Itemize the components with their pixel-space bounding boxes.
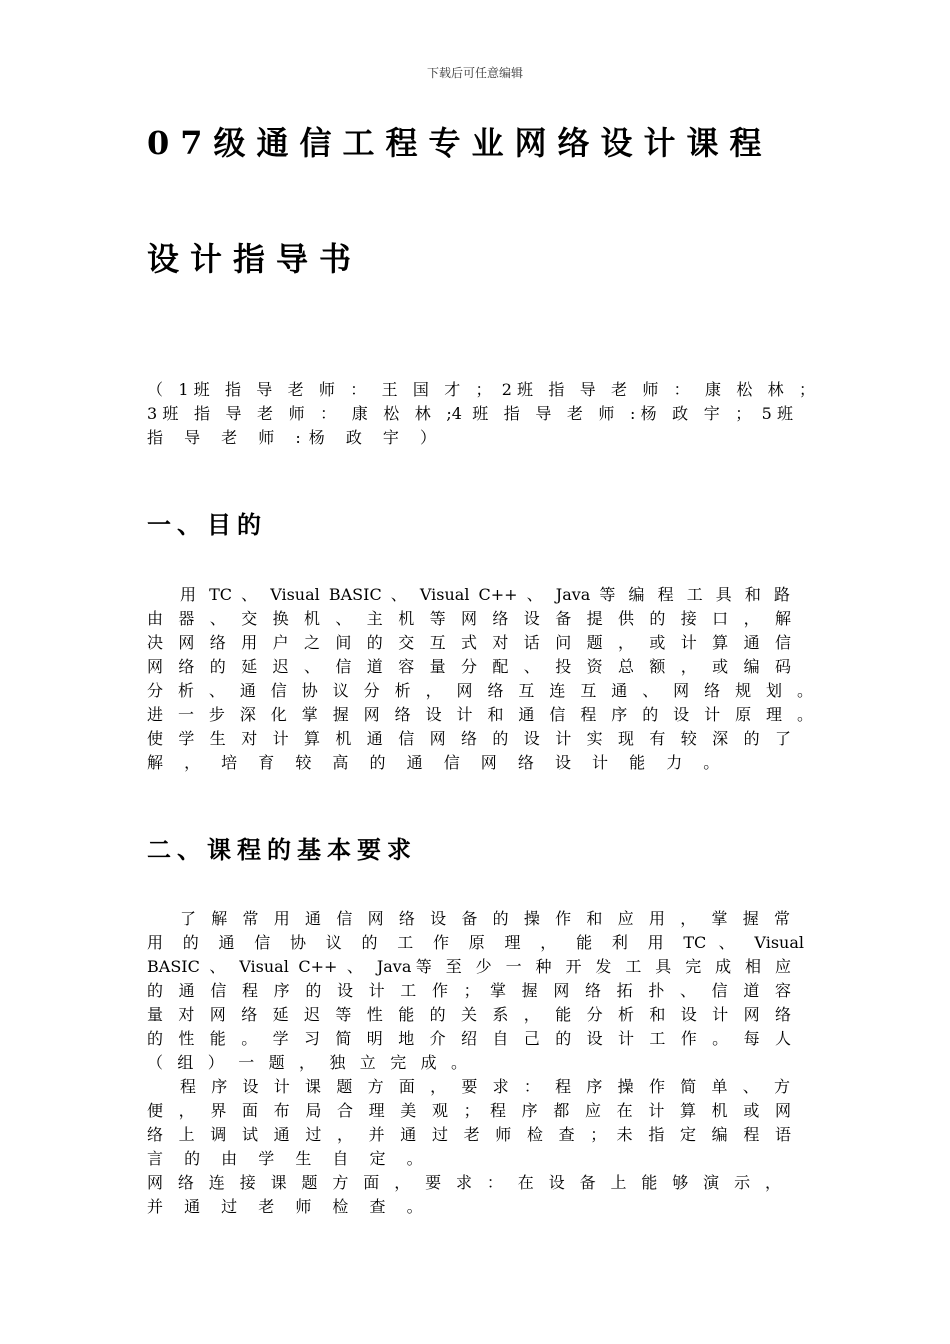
paragraph-line: 解 ， 培 育 较 高 的 通 信 网 络 设 计 能 力 。 bbox=[147, 753, 728, 772]
paragraph-line: BASIC 、 Visual C++ 、 Java等 至 少 一 种 开 发 工 具 完 成 相 应 bbox=[147, 957, 791, 976]
paragraph-line: 由 器 、 交 换 机 、 主 机 等 网 络 设 备 提 供 的 接 口 ， 解 bbox=[147, 609, 791, 628]
paragraph-line: 程 序 设 计 课 题 方 面 ， 要 求 ： 程 序 操 作 简 单 、 方 bbox=[180, 1077, 790, 1096]
paragraph-line: 的 性 能 。 学 习 简 明 地 介 绍 自 己 的 设 计 工 作 。 每 人 bbox=[147, 1029, 791, 1048]
paragraph-line: 的 通 信 程 序 的 设 计 工 作 ； 掌 握 网 络 拓 扑 、 信 道 容 bbox=[147, 981, 791, 1000]
paragraph-line: 言 的 由 学 生 自 定 。 bbox=[147, 1149, 431, 1168]
section-heading-purpose: 一、目的 bbox=[147, 511, 267, 539]
paragraph-line: 便 ， 界 面 布 局 合 理 美 观 ； 程 序 都 应 在 计 算 机 或 网 bbox=[147, 1101, 791, 1120]
paragraph-line: 络 上 调 试 通 过 ， 并 通 过 老 师 检 查 ； 未 指 定 编 程 语 bbox=[147, 1125, 791, 1144]
section-heading-requirements: 二、课程的基本要求 bbox=[147, 836, 417, 864]
paragraph-line: 网 络 连 接 课 题 方 面 ， 要 求 ： 在 设 备 上 能 够 演 示 ， bbox=[147, 1173, 781, 1192]
document-title-line-1: 07级通信工程专业网络设计课程 bbox=[147, 124, 773, 162]
paragraph-line: 分 析 、 通 信 协 议 分 析 ， 网 络 互 连 互 通 、 网 络 规 划 。 bbox=[147, 681, 813, 700]
paragraph-line: 使 学 生 对 计 算 机 通 信 网 络 的 设 计 实 现 有 较 深 的 了 bbox=[147, 729, 791, 748]
paragraph-line: 并 通 过 老 师 检 查 。 bbox=[147, 1197, 431, 1216]
paragraph-line: 网 络 的 延 迟 、 信 道 容 量 分 配 、 投 资 总 额 ， 或 编 码 bbox=[147, 657, 791, 676]
paragraph-line: 了 解 常 用 通 信 网 络 设 备 的 操 作 和 应 用 ， 掌 握 常 bbox=[180, 909, 790, 928]
document-title-line-2: 设计指导书 bbox=[147, 240, 363, 278]
paragraph-line: 决 网 络 用 户 之 间 的 交 互 式 对 话 问 题 ， 或 计 算 通 信 bbox=[147, 633, 791, 652]
paragraph-line: 进 一 步 深 化 掌 握 网 络 设 计 和 通 信 程 序 的 设 计 原 理 。 bbox=[147, 705, 813, 724]
teachers-line: （ 1班 指 导 老 师 ： 王 国 才 ； 2班 指 导 老 师 ： 康 松 林 ； bbox=[147, 380, 815, 399]
paragraph-line: （ 组 ） 一 题 ， 独 立 完 成 。 bbox=[147, 1053, 467, 1072]
header-note: 下载后可任意编辑 bbox=[426, 66, 523, 80]
teachers-line: 3班 指 导 老 师 ： 康 松 林 ;4 班 指 导 老 师 :杨 政 宇 ； 5班 bbox=[147, 404, 793, 423]
teachers-line: 指 导 老 师 :杨 政 宇 ） bbox=[147, 428, 444, 447]
paragraph-line: 用 的 通 信 协 议 的 工 作 原 理 ， 能 利 用 TC 、 Visual bbox=[147, 933, 804, 952]
paragraph-line: 用 TC 、 Visual BASIC 、 Visual C++ 、 Java 等 编 程 工 具 和 路 bbox=[180, 585, 790, 604]
paragraph-line: 量 对 网 络 延 迟 等 性 能 的 关 系 ， 能 分 析 和 设 计 网 络 bbox=[147, 1005, 791, 1024]
